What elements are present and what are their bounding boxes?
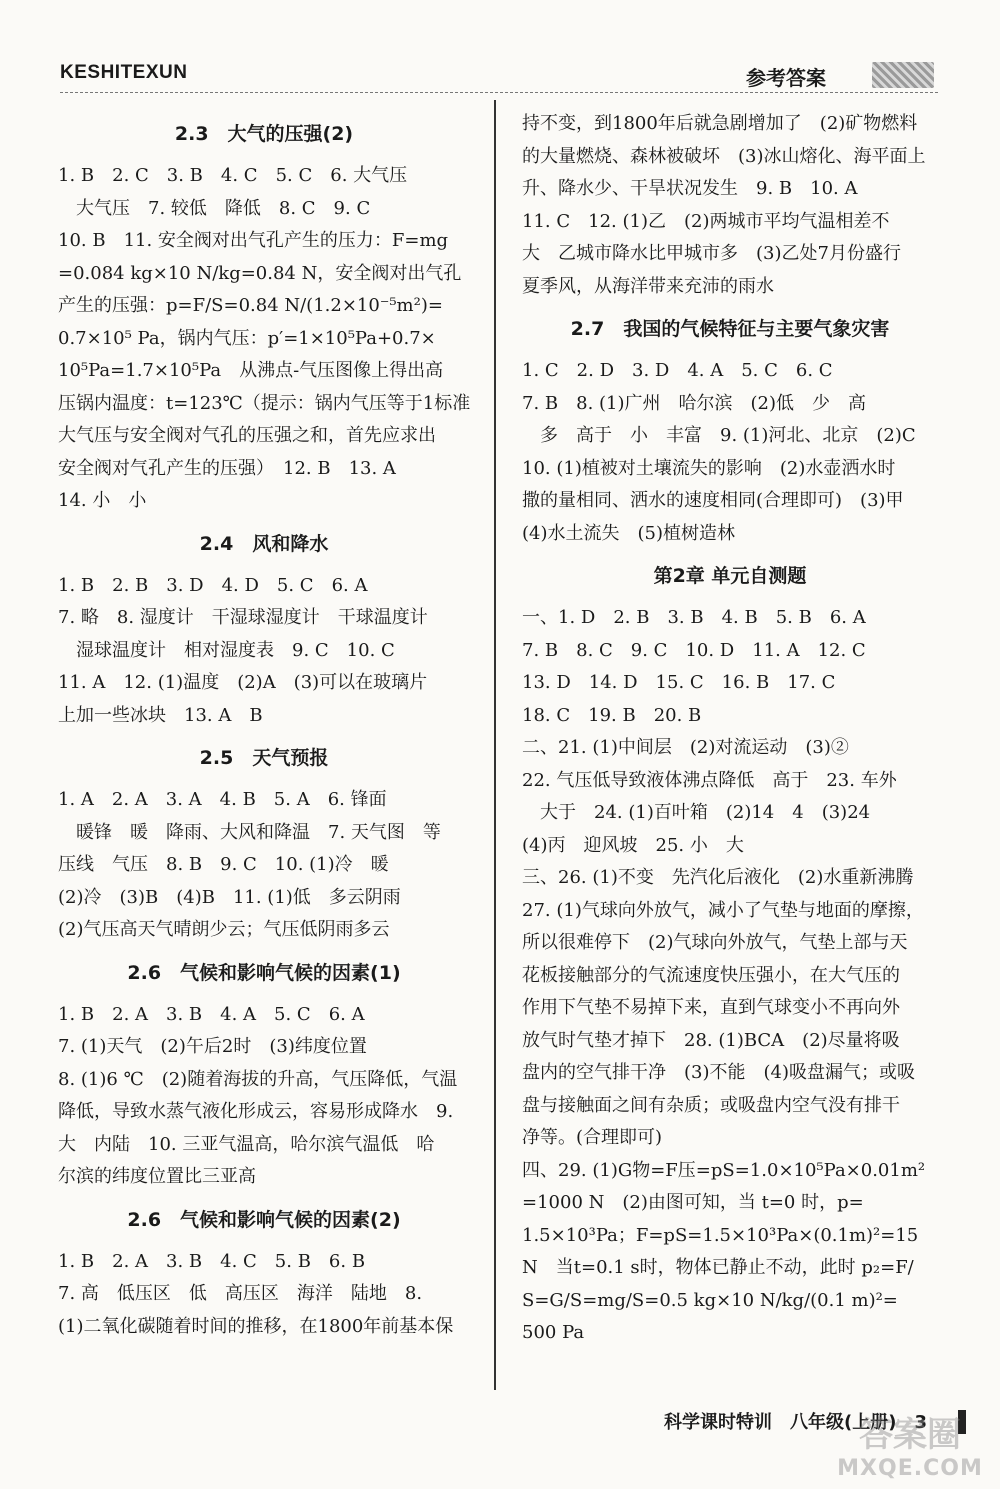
footer-book-title: 科学课时特训 八年级(上册) 3 [664,1412,927,1433]
answer-line: 安全阀对气孔产生的压强） 12. B 13. A [58,457,396,479]
answer-line: 放气时气垫才掉下 28. (1)BCA (2)尽量将吸 [522,1029,900,1051]
answer-line: 大气压与安全阀对气孔的压强之和，首先应求出 [58,425,436,446]
answer-line: 花板接触部分的气流速度快压强小，在大气压的 [522,964,900,986]
section-title: 2.3 大气的压强(2) [174,123,354,145]
answer-line: 盘与接触面之间有杂质；或吸盘内空气没有排干 [522,1094,900,1116]
answer-line: 7. B 8. C 9. C 10. D 11. A 12. C [522,639,866,661]
answer-line: 18. C 19. B 20. B [522,704,702,726]
answer-line: 二、21. (1)中间层 (2)对流运动 (3)② [522,737,849,758]
brand-name: KESHITEXUN [60,62,188,83]
answer-line: 一、1. D 2. B 3. B 4. B 5. B 6. A [522,607,866,628]
answer-line: 11. C 12. (1)乙 (2)两城市平均气温相差不 [522,210,890,232]
answer-section [522,303,938,550]
answer-line: 三、26. (1)不变 先汽化后液化 (2)水重新沸腾 [522,867,914,888]
answer-line: 8. (1)6 ℃ (2)随着海拔的升高，气压降低，气温 [58,1068,458,1090]
header-title: 参考答案 [746,66,826,90]
watermark-logo-text: 答案圈 [859,1415,961,1455]
answer-section [58,518,470,733]
answer-line: (1)二氧化碳随着时间的推移，在1800年前基本保 [58,1315,454,1337]
answer-line: 净等。(合理即可) [522,1127,663,1148]
watermark [830,1415,990,1487]
section-title: 2.6 气候和影响气候的因素(1) [127,961,401,984]
answer-line: (4)水土流失 (5)植树造林 [522,522,735,544]
answer-line: N 当t=0.1 s时，物体已静止不动，此时 p₂=F/ [522,1257,914,1278]
header-decoration [872,62,934,88]
answer-line: 压线 气压 8. B 9. C 10. (1)冷 暖 [58,854,389,875]
answer-line: 夏季风，从海洋带来充沛的雨水 [522,275,774,297]
answer-line: 大 内陆 10. 三亚气温高，哈尔滨气温低 哈 [58,1133,435,1155]
left-column [58,108,470,1343]
answer-section [58,732,470,947]
answer-line: 的大量燃烧、森林被破坏 (3)冰山熔化、海平面上 [522,145,926,167]
section-title: 2.4 风和降水 [199,532,329,555]
answer-line: 1. B 2. A 3. B 4. A 5. C 6. A [58,1003,365,1025]
answer-section [58,108,470,518]
answer-line: 上加一些冰块 13. A B [58,704,263,726]
answer-line: S=G/S=mg/S=0.5 kg×10 N/kg/(0.1 m)²= [522,1289,898,1311]
answer-line: 500 Pa [522,1322,585,1343]
answer-line: 7. 高 低压区 低 高压区 海洋 陆地 8. [58,1283,423,1304]
answer-line: (4)丙 迎风坡 25. 小 大 [522,834,744,856]
answer-line: (2)气压高天气晴朗少云；气压低阴雨多云 [58,919,390,940]
answer-line: 7. B 8. (1)广州 哈尔滨 (2)低 少 高 [522,392,867,414]
section-title: 2.6 气候和影响气候的因素(2) [127,1208,401,1231]
column-divider [494,100,496,1390]
answer-line: 1. B 2. C 3. B 4. C 5. C 6. 大气压 [58,165,408,186]
header-rule [60,92,938,93]
answer-line: 0.7×10⁵ Pa，锅内气压：p′=1×10⁵Pa+0.7× [58,327,436,349]
page-header [0,0,1000,100]
section-title: 第2章 单元自测题 [653,565,807,587]
answer-line: 27. (1)气球向外放气，减小了气垫与地面的摩擦， [522,899,924,921]
answer-line: 产生的压强：p=F/S=0.84 N/(1.2×10⁻⁵m²)= [58,295,443,316]
answer-line: 大于 24. (1)百叶箱 (2)14 4 (3)24 [522,802,871,823]
answer-line: 降低，导致水蒸气液化形成云，容易形成降水 9. [58,1101,454,1122]
answer-line: 1. B 2. B 3. D 4. D 5. C 6. A [58,574,368,596]
answer-line: 升、降水少、干旱状况发生 9. B 10. A [522,178,858,199]
answer-line: 1.5×10³Pa；F=pS=1.5×10³Pa×(0.1m)²=15 [522,1224,919,1246]
answer-line: 14. 小 小 [58,490,147,511]
answer-section [58,947,470,1194]
answer-line: 持不变，到1800年后就急剧增加了 (2)矿物燃料 [522,113,918,134]
answer-line: 10. (1)植被对土壤流失的影响 (2)水壶洒水时 [522,457,896,479]
answer-section [522,108,938,303]
answer-line: 7. (1)天气 (2)午后2时 (3)纬度位置 [58,1036,367,1057]
answer-line: 22. 气压低导致液体沸点降低 高于 23. 车外 [522,769,897,791]
watermark-url: MXQE.COM [837,1456,983,1481]
answer-line: 湿球温度计 相对湿度表 9. C 10. C [58,639,395,661]
answer-line: =0.084 kg×10 N/kg=0.84 N，安全阀对出气孔 [58,262,462,284]
answer-line: 1. A 2. A 3. A 4. B 5. A 6. 锋面 [58,789,387,810]
answer-line: 13. D 14. D 15. C 16. B 17. C [522,672,836,693]
answer-line: 四、29. (1)G物=F压=pS=1.0×10⁵Pa×0.01m² [522,1159,926,1181]
answer-line: 1. B 2. A 3. B 4. C 5. B 6. B [58,1250,366,1272]
answer-line: 大 乙城市降水比甲城市多 (3)乙处7月份盛行 [522,243,901,264]
section-title: 2.5 天气预报 [199,747,329,769]
answer-line: 10⁵Pa=1.7×10⁵Pa 从沸点-气压图像上得出高 [58,360,444,381]
section-title: 2.7 我国的气候特征与主要气象灾害 [570,318,890,340]
answer-line: 作用下气垫不易掉下来，直到气球变小不再向外 [522,997,900,1018]
answer-line: 多 高于 小 丰富 9. (1)河北、北京 (2)C [522,425,916,446]
right-column [522,108,938,1350]
answer-section [58,1194,470,1344]
answer-line: 1. C 2. D 3. D 4. A 5. C 6. C [522,360,833,381]
answer-line: =1000 N (2)由图可知，当 t=0 时，p= [522,1192,864,1213]
answer-line: 7. 略 8. 湿度计 干湿球湿度计 干球温度计 [58,607,428,628]
answer-line: 尔滨的纬度位置比三亚高 [58,1166,256,1187]
answer-line: 11. A 12. (1)温度 (2)A (3)可以在玻璃片 [58,672,428,693]
answer-line: 暖锋 暖 降雨、大风和降温 7. 天气图 等 [58,821,441,843]
answer-section [522,550,938,1350]
answer-line: 10. B 11. 安全阀对出气孔产生的压力：F=mg [58,230,449,251]
answer-line: 大气压 7. 较低 降低 8. C 9. C [58,197,371,219]
answer-line: 所以很难停下 (2)气球向外放气，气垫上部与天 [522,932,908,953]
answer-line: 压锅内温度：t=123℃（提示：锅内气压等于1标准 [58,392,470,414]
answer-line: (2)冷 (3)B (4)B 11. (1)低 多云阴雨 [58,886,401,908]
answer-line: 撒的量相同、洒水的速度相同(合理即可) (3)甲 [522,490,904,511]
answer-line: 盘内的空气排干净 (3)不能 (4)吸盘漏气；或吸 [522,1062,915,1083]
